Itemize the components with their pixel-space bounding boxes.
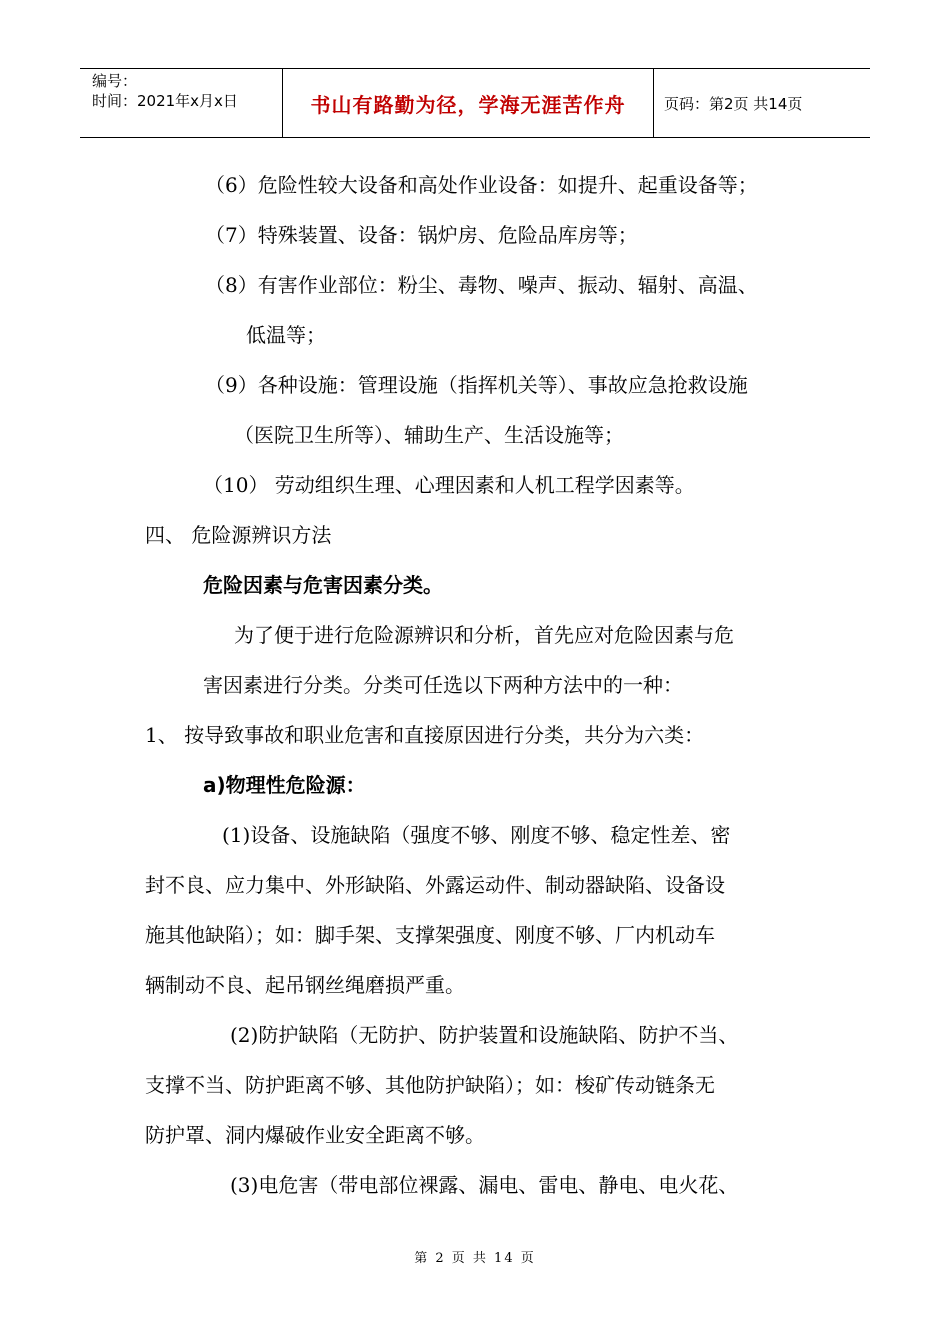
list-item-8-cont: 低温等； [246,323,326,347]
item-1-line-2: 封不良、应力集中、外形缺陷、外露运动件、制动器缺陷、设备设 [145,873,725,897]
list-item-7: （7）特殊装置、设备：锅炉房、危险品库房等； [205,223,638,247]
header-meta [80,69,282,137]
item-1-line-4: 辆制动不良、起吊钢丝绳磨损严重。 [145,973,465,997]
item-3-line-1: (3)电危害（带电部位裸露、漏电、雷电、静电、电火花、 [230,1173,739,1197]
list-item-8: （8）有害作业部位：粉尘、毒物、噪声、振动、辐射、高温、 [205,273,758,297]
paragraph-line-2: 害因素进行分类。分类可任选以下两种方法中的一种： [203,673,683,697]
item-2-line-2: 支撑不当、防护距离不够、其他防护缺陷）；如：梭矿传动链条无 [145,1073,715,1097]
item-1-line-1: (1)设备、设施缺陷（强度不够、刚度不够、稳定性差、密 [222,823,731,847]
document-header [80,68,870,138]
header-page-info: 页码：第2页 共14页 [664,94,803,113]
document-number-label: 编号： [92,72,138,90]
page-footer: 第 2 页 共 14 页 [414,1251,536,1266]
list-item-9-cont: （医院卫生所等）、辅助生产、生活设施等； [234,423,624,447]
numbered-item-1: 1、 按导致事故和职业危害和直接原因进行分类，共分为六类： [145,723,705,747]
item-2-line-1: (2)防护缺陷（无防护、防护装置和设施缺陷、防护不当、 [230,1023,739,1047]
subheading-classification: 危险因素与危害因素分类。 [203,573,443,597]
document-time-label: 时间：2021年x月x日 [92,92,238,110]
subheading-physical: a)物理性危险源： [203,773,366,797]
list-item-10: （10） 劳动组织生理、心理因素和人机工程学因素等。 [203,473,695,497]
list-item-9: （9）各种设施：管理设施（指挥机关等）、事故应急抢救设施 [205,373,748,397]
header-page-cell [654,69,870,137]
item-2-line-3: 防护罩、洞内爆破作业安全距离不够。 [145,1123,485,1147]
list-item-6: （6）危险性较大设备和高处作业设备：如提升、起重设备等； [205,173,758,197]
header-motto-cell [282,69,654,137]
header-motto: 书山有路勤为径，学海无涯苦作舟 [310,92,626,117]
item-1-line-3: 施其他缺陷）；如：脚手架、支撑架强度、刚度不够、厂内机动车 [145,923,715,947]
section-heading-4: 四、 危险源辨识方法 [145,523,332,547]
paragraph-line-1: 为了便于进行危险源辨识和分析，首先应对危险因素与危 [234,623,734,647]
